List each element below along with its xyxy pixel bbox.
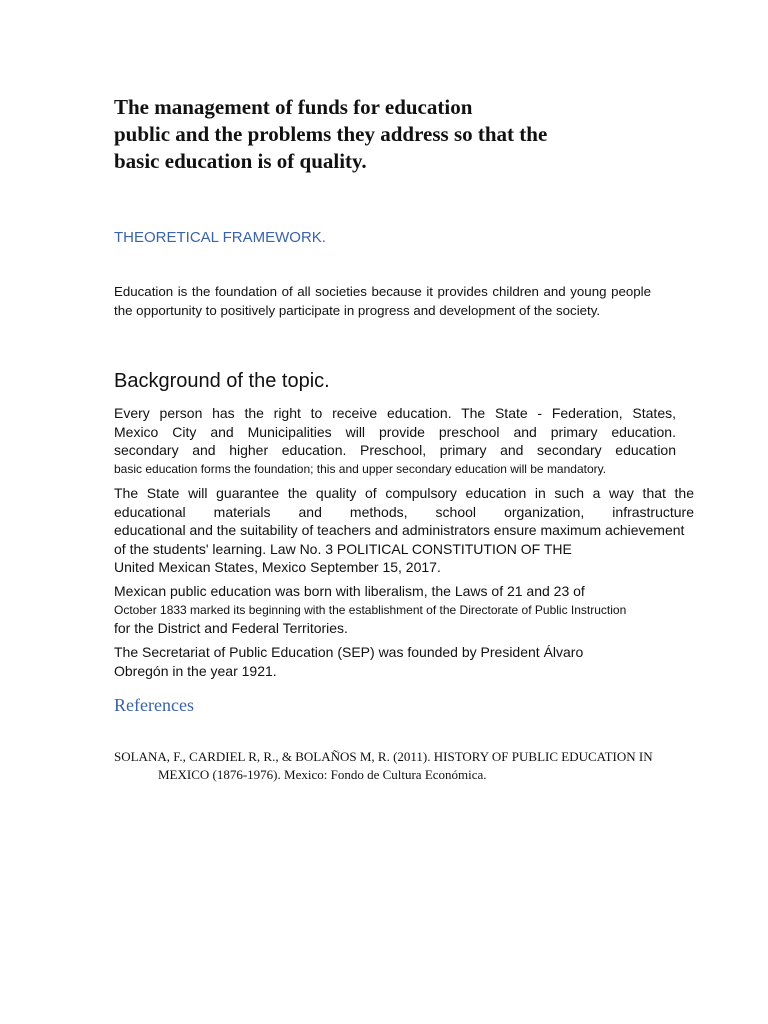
paragraph-line: educational and the suitability of teachers and administrators ensure maximum achievement [114,522,685,538]
paragraph-line: United Mexican States, Mexico September 15, 2017. [114,559,441,575]
paragraph-line: educational materials and methods, school organization, infrastructure [114,503,694,520]
reference-line: SOLANA, F., CARDIEL R, R., & BOLAÑOS M, R. (2011). HISTORY OF PUBLIC EDUCATION IN [114,749,653,764]
theoretical-framework-paragraph: Education is the foundation of all societies because it provides children and young people the opportunity to positively participate in progress and development of the society. [114,284,651,318]
theoretical-framework-heading: THEORETICAL FRAMEWORK. [114,229,326,246]
paragraph-line: basic education forms the foundation; this and upper secondary education will be mandatory. [114,461,607,476]
paragraph-line: The State will guarantee the quality of compulsory education in such a way that the [114,485,694,501]
paragraph-line: Mexico City and Municipalities will provide preschool and primary education. [114,423,676,440]
reference-entry [114,748,684,784]
title-line: basic education is of quality. [114,149,367,173]
background-paragraph-3 [114,582,654,638]
paragraph-line: of the students' learning. Law No. 3 POLITICAL CONSTITUTION OF THE [114,540,572,557]
reference-line: MEXICO (1876-1976). Mexico: Fondo de Cultura Económica. [158,767,487,782]
paragraph-line: October 1833 marked its beginning with the establishment of the Directorate of Public Instruction [114,602,627,617]
paragraph-line: Obregón in the year 1921. [114,662,277,679]
title-line: The management of funds for education [114,95,473,119]
background-paragraph-2 [114,484,694,577]
background-heading: Background of the topic. [114,370,330,392]
background-paragraph-1 [114,404,676,478]
paragraph-line: Mexican public education was born with liberalism, the Laws of 21 and 23 of [114,583,585,599]
paragraph-line: Every person has the right to receive education. The State - Federation, States, [114,405,676,421]
references-heading: References [114,695,194,715]
paragraph-line: secondary and higher education. Preschool, primary and secondary education [114,442,676,458]
document-title [114,94,714,175]
paragraph-line: The Secretariat of Public Education (SEP) was founded by President Álvaro [114,644,584,660]
background-paragraph-4 [114,643,634,680]
title-line: public and the problems they address so that the [114,122,548,146]
paragraph-line: for the District and Federal Territories. [114,620,348,636]
